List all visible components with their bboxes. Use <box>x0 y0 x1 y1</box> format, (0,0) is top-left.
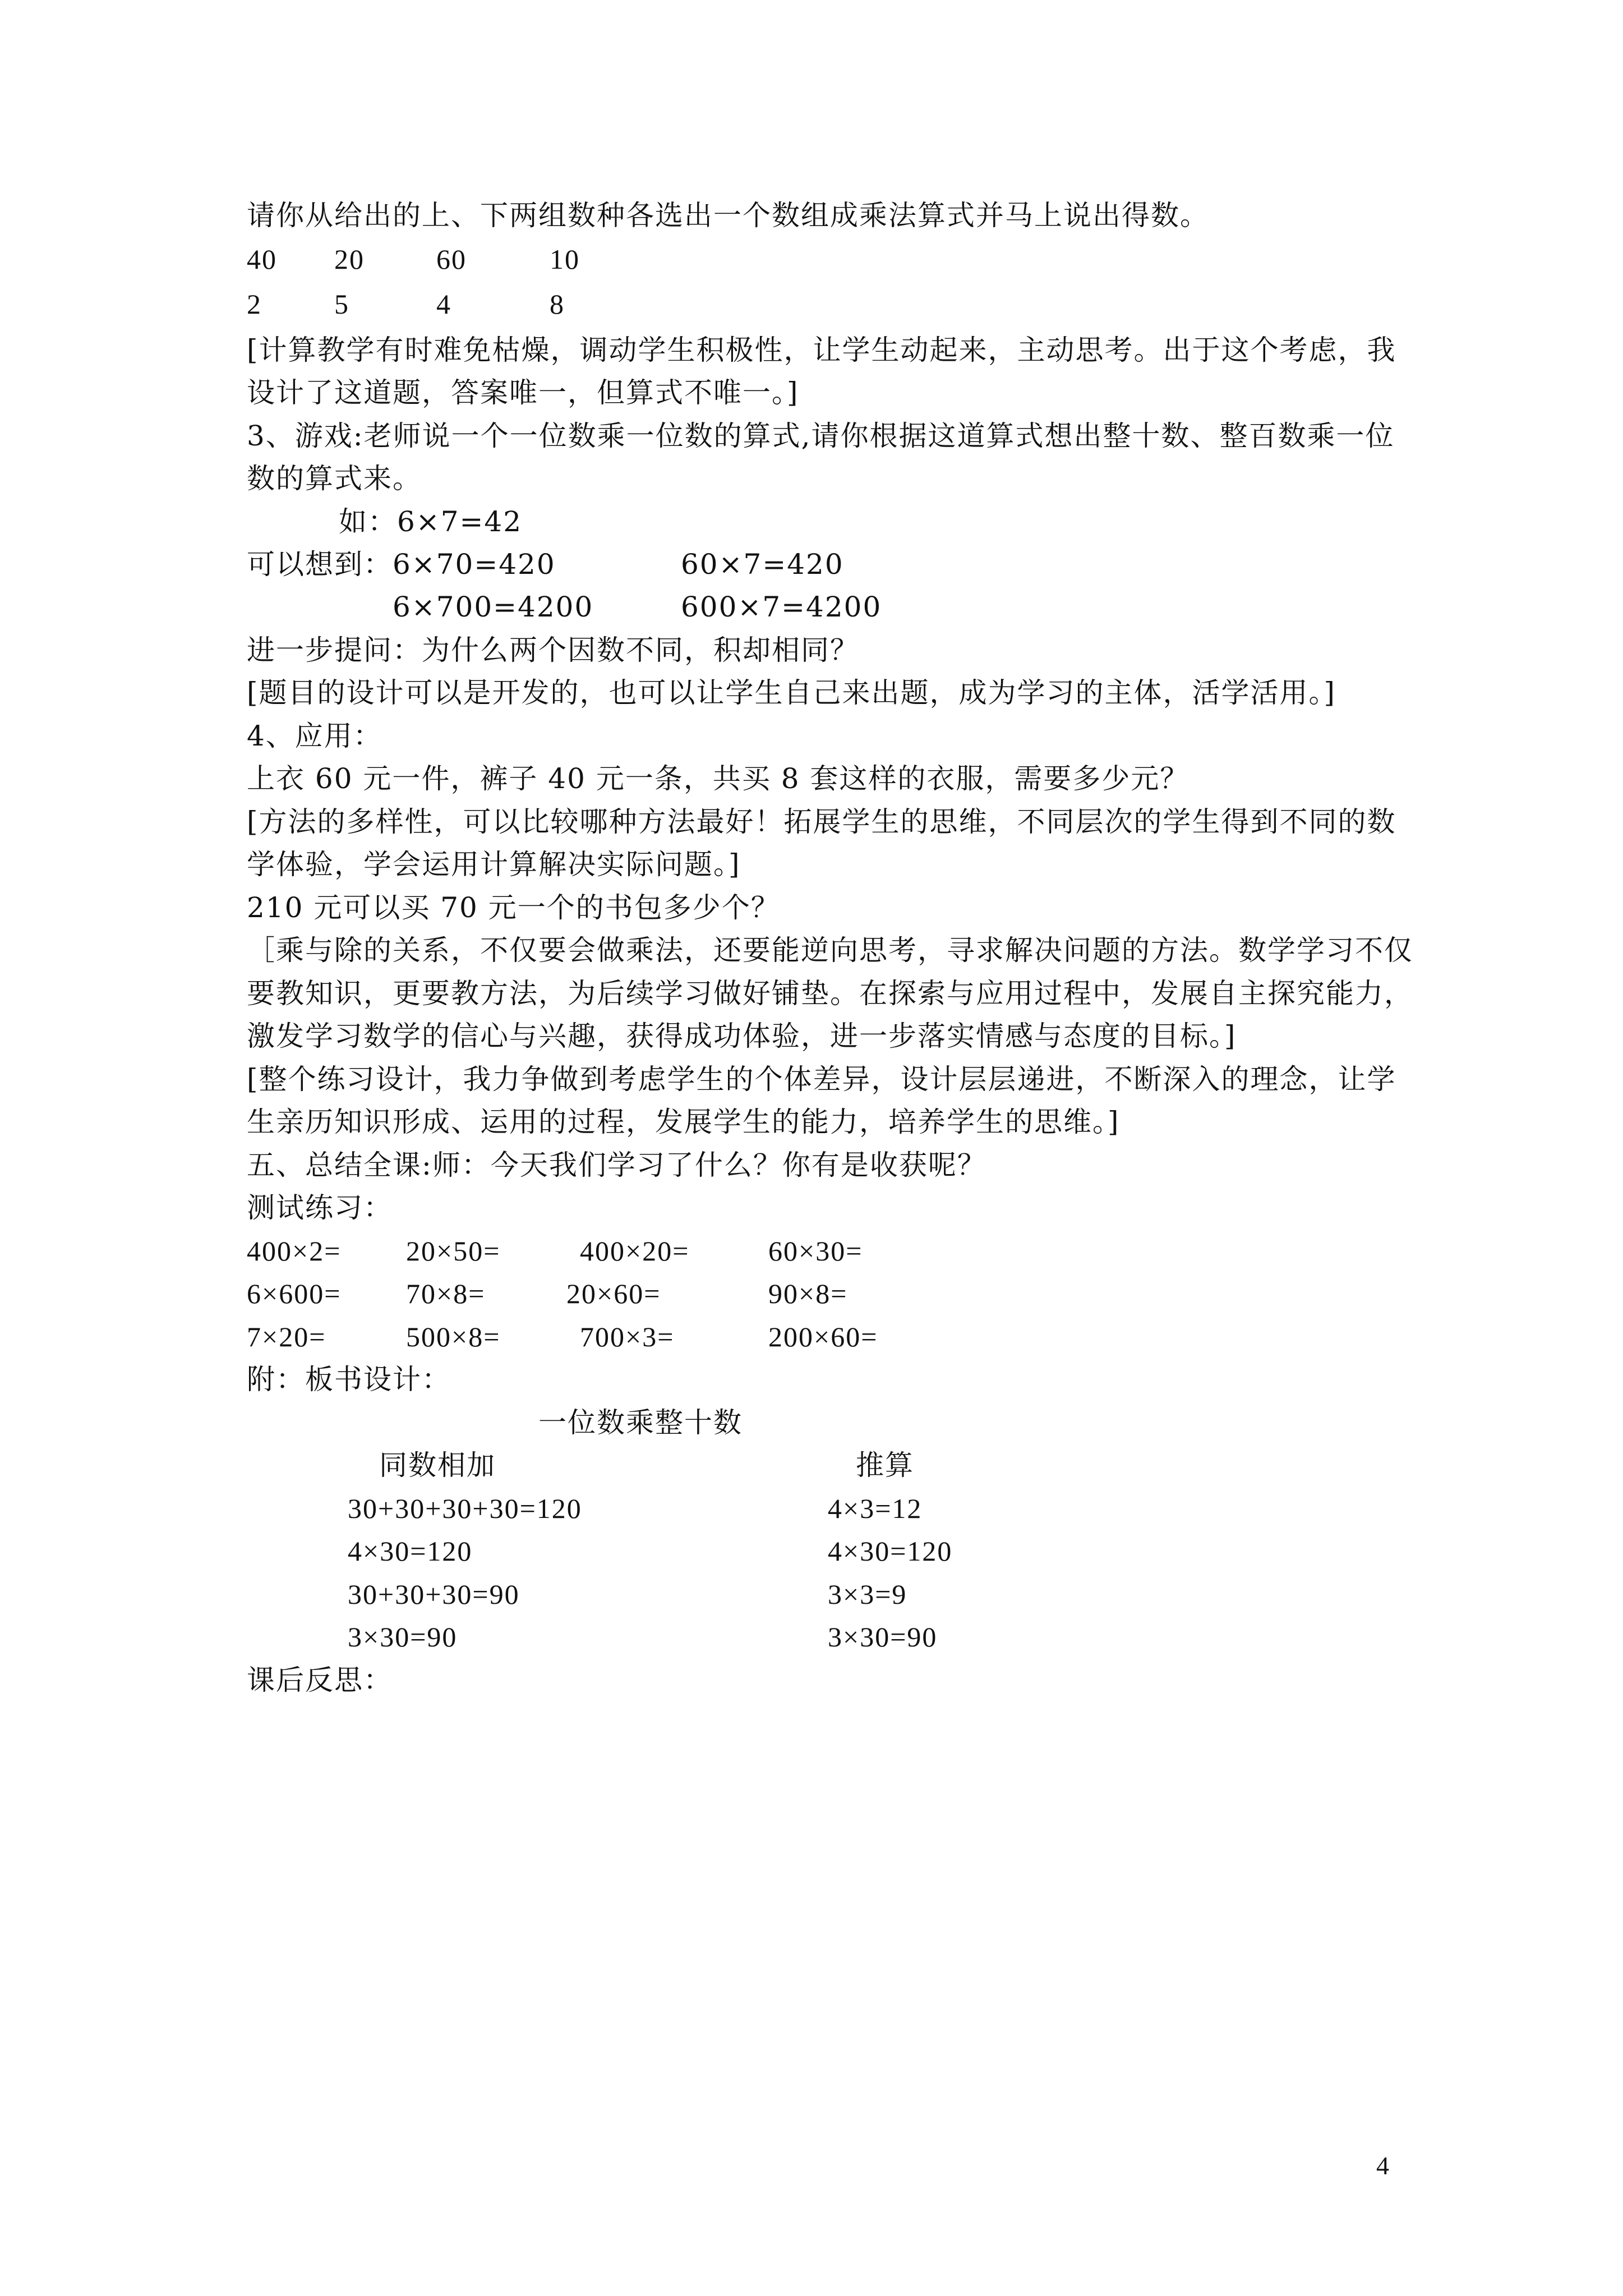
commentary-line: [题目的设计可以是开发的，也可以让学生自己来出题，成为学习的主体，活学活用。] <box>247 677 1336 709</box>
number-group-top-2: 20 <box>334 243 365 275</box>
test-exercise: 500×8= <box>406 1321 501 1352</box>
derived-expression: 可以想到：6×70=420 <box>247 548 556 581</box>
commentary-line: [方法的多样性，可以比较哪种方法最好！拓展学生的思维，不同层次的学生得到不同的数 <box>247 806 1396 838</box>
instruction-line: 请你从给出的上、下两组数种各选出一个数组成乘法算式并马上说出得数。 <box>247 199 1209 232</box>
board-left-expression: 30+30+30=90 <box>348 1579 520 1610</box>
board-right-expression: 3×3=9 <box>828 1579 907 1610</box>
test-exercise: 60×30= <box>768 1235 863 1267</box>
test-exercise: 20×60= <box>566 1278 661 1309</box>
number-group-bottom-3: 4 <box>436 288 451 320</box>
section-summary-heading: 五、总结全课:师：今天我们学习了什么？你有是收获呢？ <box>247 1149 986 1181</box>
test-exercise: 70×8= <box>406 1278 486 1309</box>
board-left-expression: 4×30=120 <box>348 1535 473 1567</box>
commentary-line: ［乘与除的关系，不仅要会做乘法，还要能逆向思考，寻求解决问题的方法。数学学习不仅 <box>247 934 1413 967</box>
number-group-bottom-1: 2 <box>247 288 262 320</box>
word-problem: 210 元可以买 70 元一个的书包多少个？ <box>247 891 780 924</box>
board-design-heading: 附：板书设计： <box>247 1363 451 1396</box>
board-right-expression: 3×30=90 <box>828 1621 938 1653</box>
number-group-top-4: 10 <box>550 243 580 275</box>
commentary-line: 学体验，学会运用计算解决实际问题。] <box>247 848 741 881</box>
board-column-heading-right: 推算 <box>856 1449 914 1481</box>
test-exercise: 700×3= <box>580 1321 675 1352</box>
test-exercise: 400×20= <box>580 1235 690 1267</box>
number-group-bottom-2: 5 <box>334 288 349 320</box>
board-right-expression: 4×3=12 <box>828 1493 923 1524</box>
word-problem: 上衣 60 元一件，裤子 40 元一条，共买 8 套这样的衣服，需要多少元？ <box>247 762 1189 795</box>
board-right-expression: 4×30=120 <box>828 1535 953 1567</box>
derived-expression: 6×700=4200 <box>393 591 594 623</box>
number-group-top-1: 40 <box>247 243 277 275</box>
test-exercise: 200×60= <box>768 1321 878 1352</box>
body-line: 进一步提问：为什么两个因数不同，积却相同？ <box>247 634 859 666</box>
number-group-bottom-4: 8 <box>550 288 565 320</box>
commentary-line: [计算教学有时难免枯燥，调动学生积极性，让学生动起来，主动思考。出于这个考虑，我 <box>247 334 1396 366</box>
test-exercise: 90×8= <box>768 1278 848 1309</box>
test-exercise: 400×2= <box>247 1235 342 1267</box>
test-heading: 测试练习： <box>247 1191 393 1224</box>
commentary-line: [整个练习设计，我力争做到考虑学生的个体差异，设计层层递进，不断深入的理念，让学 <box>247 1063 1396 1096</box>
derived-expression: 60×7=420 <box>681 548 844 581</box>
board-left-expression: 3×30=90 <box>348 1621 458 1653</box>
board-left-expression: 30+30+30+30=120 <box>348 1493 582 1524</box>
test-exercise: 7×20= <box>247 1321 326 1352</box>
example-line: 如：6×7=42 <box>339 505 523 538</box>
page-number: 4 <box>1376 2151 1389 2180</box>
commentary-line: 生亲历知识形成、运用的过程，发展学生的能力，培养学生的思维。] <box>247 1106 1120 1138</box>
test-exercise: 6×600= <box>247 1278 342 1309</box>
body-line: 数的算式来。 <box>247 462 422 495</box>
derived-expression: 600×7=4200 <box>681 591 882 623</box>
test-exercise: 20×50= <box>406 1235 501 1267</box>
commentary-line: 激发学习数学的信心与兴趣，获得成功体验，进一步落实情感与态度的目标。] <box>247 1020 1237 1052</box>
reflection-heading: 课后反思： <box>247 1664 393 1696</box>
section-game-heading: 3、游戏:老师说一个一位数乘一位数的算式,请你根据这道算式想出整十数、整百数乘一位 <box>247 420 1395 452</box>
section-application-heading: 4、应用： <box>247 720 382 752</box>
board-title: 一位数乘整十数 <box>538 1406 743 1439</box>
number-group-top-3: 60 <box>436 243 467 275</box>
board-column-heading-left: 同数相加 <box>379 1449 496 1481</box>
commentary-line: 要教知识，更要教方法，为后续学习做好铺垫。在探索与应用过程中，发展自主探究能力， <box>247 977 1413 1010</box>
commentary-line: 设计了这道题，答案唯一，但算式不唯一。] <box>247 376 799 409</box>
